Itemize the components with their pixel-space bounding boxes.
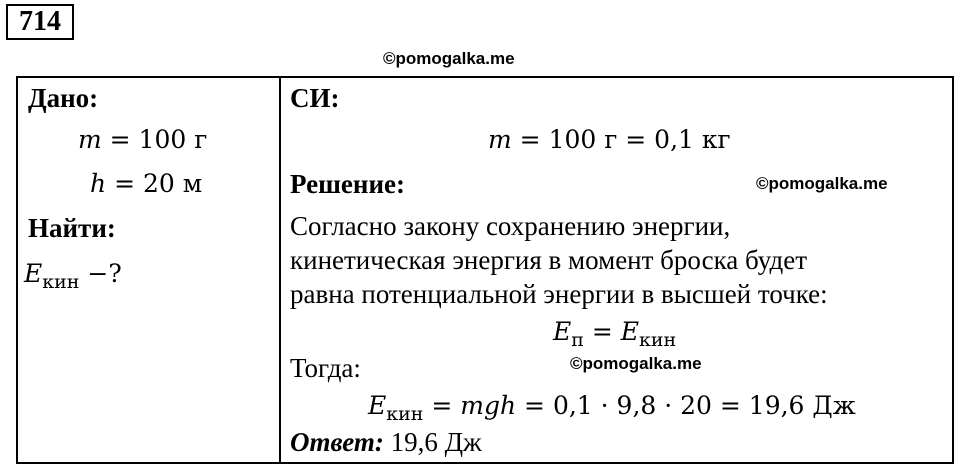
- solution-line-2: кинетическая энергия в момент броска будет: [290, 245, 808, 275]
- find-subscript: кин: [42, 271, 80, 293]
- find-quantity: [24, 258, 122, 298]
- watermark-bottom: ©pomogalka.me: [570, 354, 702, 373]
- height-symbol: h: [90, 169, 107, 198]
- solution-table: [16, 76, 954, 464]
- calc-subscript: кин: [386, 403, 424, 425]
- equals-sign: =: [583, 317, 621, 346]
- answer-value: 19,6 Дж: [383, 427, 482, 457]
- watermark-middle: ©pomogalka.me: [756, 174, 888, 193]
- mass-value: = 100 г: [109, 125, 208, 154]
- solution-heading: Решение:: [290, 169, 405, 199]
- calc-symbol: E: [368, 391, 387, 420]
- given-mass: [78, 124, 207, 156]
- then-label: Тогда:: [290, 353, 361, 383]
- find-symbol: E: [24, 259, 43, 288]
- kinetic-symbol: E: [620, 317, 640, 346]
- si-conversion: [488, 124, 731, 156]
- si-symbol: m: [488, 125, 512, 154]
- problem-number: 714: [6, 4, 74, 40]
- potential-subscript: п: [571, 329, 584, 351]
- solution-line-1: Согласно закону сохранению энергии,: [290, 211, 731, 241]
- energy-equation: [553, 316, 676, 356]
- find-suffix: −?: [79, 259, 122, 288]
- given-height: [90, 168, 202, 200]
- watermark-top: ©pomogalka.me: [383, 49, 515, 68]
- calculation: [368, 390, 856, 430]
- kinetic-subscript: кин: [639, 329, 677, 351]
- answer-label: Ответ:: [290, 427, 384, 457]
- column-divider: [279, 78, 281, 462]
- calc-result: = 0,1 · 9,8 · 20 = 19,6 Дж: [516, 391, 856, 420]
- find-heading: Найти:: [28, 213, 116, 243]
- mass-symbol: m: [78, 125, 102, 154]
- potential-symbol: E: [553, 317, 572, 346]
- height-value: = 20 м: [114, 169, 203, 198]
- given-heading: Дано:: [28, 83, 99, 113]
- calc-formula: = mgh: [423, 391, 517, 420]
- si-value: = 100 г = 0,1 кг: [519, 125, 731, 154]
- answer-line: [290, 426, 482, 458]
- solution-line-3: равна потенциальной энергии в высшей точке:: [290, 279, 828, 309]
- si-heading: СИ:: [290, 83, 340, 113]
